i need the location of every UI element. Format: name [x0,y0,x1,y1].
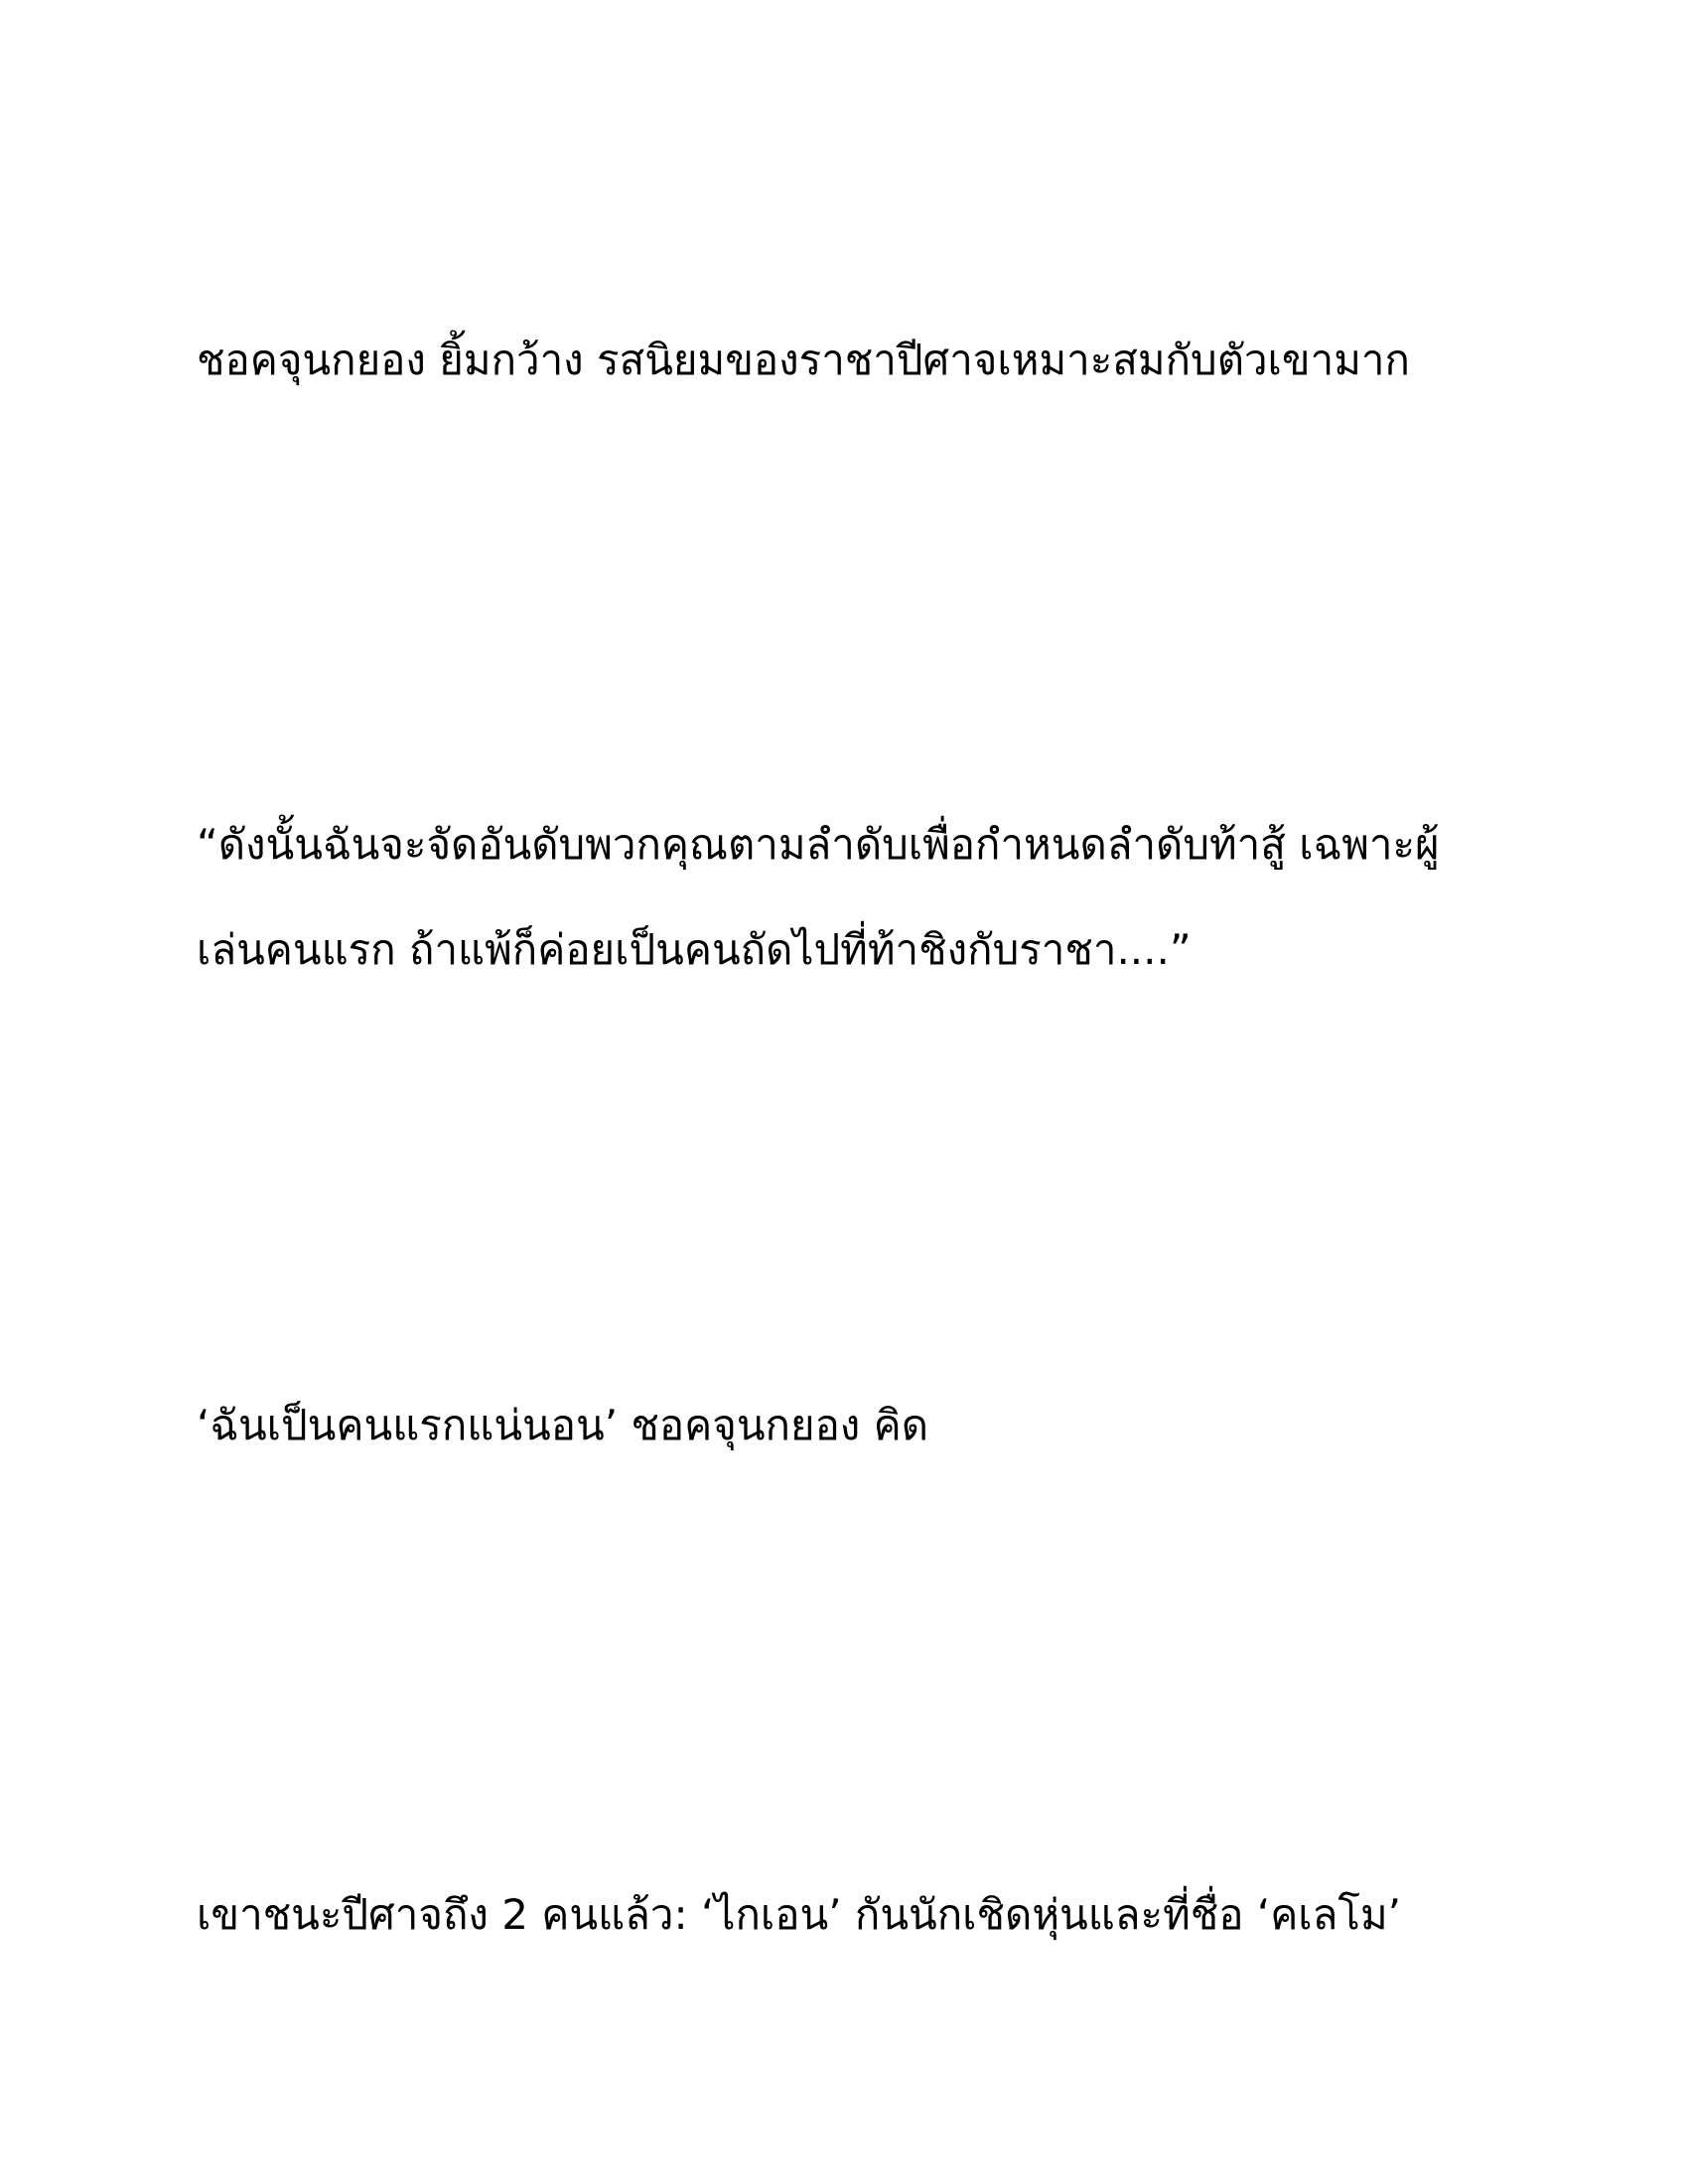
paragraph-3-line-1: ‘ฉันเป็นคนแรกแน่นอน’ ชอคจุนกยอง คิด [197,1401,929,1449]
paragraph-1 [197,308,1517,413]
paragraph-4 [197,1862,1517,1968]
paragraph-2 [197,792,1517,1003]
paragraph-4-line-1: เขาชนะปีศาจถึง 2 คนแล้ว: ‘ไกเอน’ กันนักเชิดหุ่นและที่ชื่อ ‘คเลโม’ [197,1890,1401,1939]
paragraph-2-line-1: “ดังนั้นฉันจะจัดอันดับพวกคุณตามลำดับเพื่อกำหนดลำดับท้าสู้ เฉพาะผู้ [197,820,1440,869]
paragraph-1-line-1: ชอคจุนกยอง ยิ้มกว้าง รสนิยมของราชาปีศาจเหมาะสมกับตัวเขามาก [197,336,1410,384]
paragraph-3 [197,1373,1517,1478]
paragraph-2-line-2: เล่นคนแรก ถ้าแพ้ก็ค่อยเป็นคนถัดไปที่ท้าชิงกับราชา....” [197,925,1192,974]
